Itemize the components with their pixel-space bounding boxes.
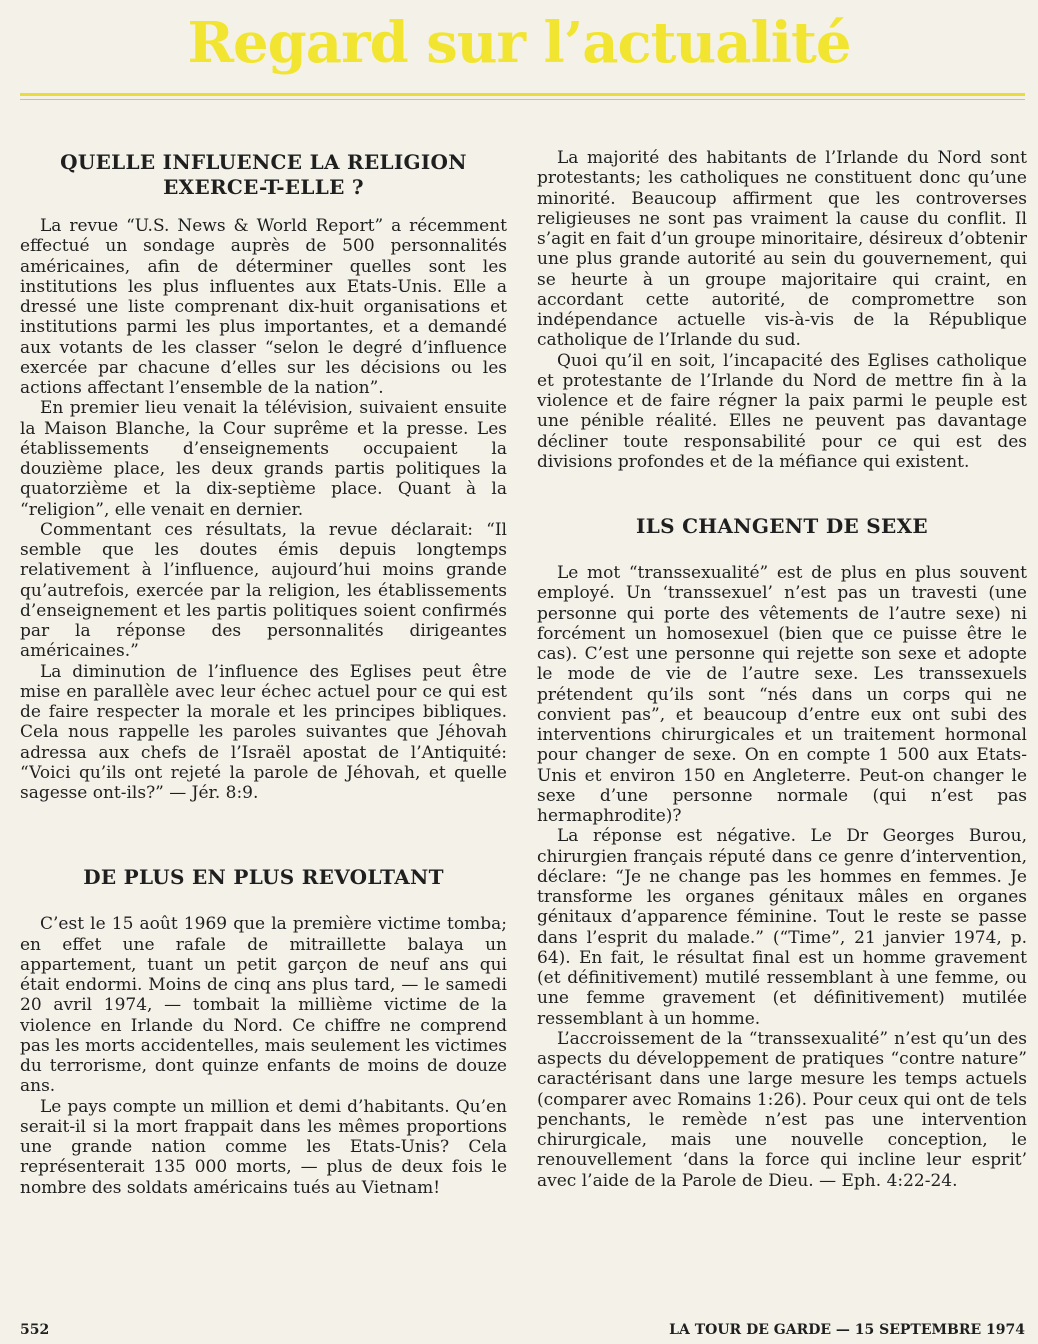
paragraph: Le pays compte un million et demi d’habitants. Qu’en serait-il si la mort frappait dans les mêmes proportions une grande nation comme les Etats-Unis? Cela représenterait 135 000 morts, — plus de deux fois le nombre des soldats américains tués au Vietnam! [20, 1096, 507, 1198]
paragraph: Quoi qu’il en soit, l’incapacité des Eglises catholique et protestante de l’Irlande du Nord de mettre fin à la violence et de faire régner la paix parmi le peuple est une pénible réalité. Elles ne peuvent pas davantage décliner toute responsabilité pour ce qui est des divisions profondes et de la méfiance qui existent. [537, 350, 1027, 472]
paragraph: En premier lieu venait la télévision, suivaient ensuite la Maison Blanche, la Cour suprême et la presse. Les établissements d’enseignements occupaient la douzième place, les deux grands partis politiques la quatorzième et la dix-septième place. Quant à la “religion”, elle venait en dernier. [20, 398, 507, 520]
paragraph: La réponse est négative. Le Dr Georges Burou, chirurgien français réputé dans ce genre d’intervention, déclare: “Je ne change pas les hommes en femmes. Je transforme les organes génitaux mâles en organes génitaux d’apparence féminine. Tout le reste se passe dans l’esprit du malade.” (“Time”, 21 janvier 1974, p. 64). En fait, le résultat final est un homme gravement (et définitivement) mutilé ressemblant à une femme, ou une femme gravement (et définitivement) mutilée ressemblant à un homme. [537, 826, 1027, 1029]
paragraph: La majorité des habitants de l’Irlande du Nord sont protestants; les catholiques ne constituent donc qu’une minorité. Beaucoup affirment que les controverses religieuses ne sont pas vraiment la cause du conflit. Il s’agit en fait d’un groupe minoritaire, désireux d’obtenir une plus grande autorité au sein du gouvernement, qui se heurte à un groupe majoritaire qui craint, en accordant cette autorité, de compromettre son indépendance actuelle vis-à-vis de la République catholique de l’Irlande du sud. [537, 148, 1027, 351]
paragraph: L’accroissement de la “transsexualité” n’est qu’un des aspects du développement de pratiques “contre nature” caractérisant dans une large mesure les temps actuels (comparer avec Romains 1:26). Pour ceux qui ont de tels penchants, le remède n’est pas une intervention chirurgicale, mais une nouvelle conception, le renouvellement ‘dans la force qui incline leur esprit’ avec l’aide de la Parole de Dieu. — Eph. 4:22-24. [537, 1028, 1027, 1191]
publication-line: LA TOUR DE GARDE — 15 SEPTEMBRE 1974 [669, 1322, 1025, 1338]
paragraph: La diminution de l’influence des Eglises peut être mise en parallèle avec leur échec actuel pour ce qui est de faire respecter la morale et les principes bibliques. Cela nous rappelle les paroles suivantes que Jéhovah adressa aux chefs de l’Israël apostat de l’Antiquité: “Voici qu’ils ont rejeté la parole de Jéhovah, et quelle sagesse ont-ils?” — Jér. 8:9. [20, 661, 507, 803]
page-footer [20, 1322, 1025, 1338]
header-rule [20, 93, 1025, 100]
article-title-sexe: ILS CHANGENT DE SEXE [636, 514, 928, 538]
page-number: 552 [20, 1322, 50, 1338]
paragraph: La revue “U.S. News & World Report” a récemment effectué un sondage auprès de 500 personnalités américaines, afin de déterminer quelles sont les institutions les plus influentes aux Etats-Unis. Elle a dressé une liste comprenant dix-huit organisations et institutions parmi les plus importantes, et a demandé aux votants de les classer “selon le degré d’influence exercée par chacune d’elles sur les décisions ou les actions affectant l’ensemble de la nation”. [20, 216, 507, 398]
article-title-religion: QUELLE INFLUENCE LA RELIGION EXERCE-T-ELLE ? [60, 150, 467, 199]
paragraph: Le mot “transsexualité” est de plus en plus souvent employé. Un ‘transsexuel’ n’est pas un travesti (une personne qui porte des vêtements de l’autre sexe) ni forcément un homosexuel (bien que ce puisse être le cas). C’est une personne qui rejette son sexe et adopte le mode de vie de l’autre sexe. Les transsexuels prétendent qu’ils sont “nés dans un corps qui ne convient pas”, et beaucoup d’entre eux ont subi des interventions chirurgicales et un traitement hormonal pour changer de sexe. On en compte 1 500 aux Etats-Unis et environ 150 en Angleterre. Peut-on changer le sexe d’une personne normale (qui n’est pas hermaphrodite)? [537, 563, 1027, 826]
paragraph: Commentant ces résultats, la revue déclarait: “Il semble que les doutes émis depuis longtemps relativement à l’influence, aujourd’hui moins grande qu’autrefois, exercée par la religion, les établissements d’enseignement et les partis politiques soient confirmés par la réponse des personnalités dirigeantes américaines.” [20, 519, 507, 662]
left-column [20, 148, 507, 1198]
right-column [537, 148, 1027, 1191]
article-title-revoltant: DE PLUS EN PLUS REVOLTANT [83, 865, 444, 890]
masthead-title: Regard sur l’actualité [187, 10, 851, 76]
paragraph: C’est le 15 août 1969 que la première victime tomba; en effet une rafale de mitraillette balaya un appartement, tuant un petit garçon de neuf ans qui était endormi. Moins de cinq ans plus tard, — le samedi 20 avril 1974, — tombait la millième victime de la violence en Irlande du Nord. Ce chiffre ne comprend pas les morts accidentelles, mais seulement les victimes du terrorisme, dont quinze enfants de moins de douze ans. [20, 914, 507, 1097]
